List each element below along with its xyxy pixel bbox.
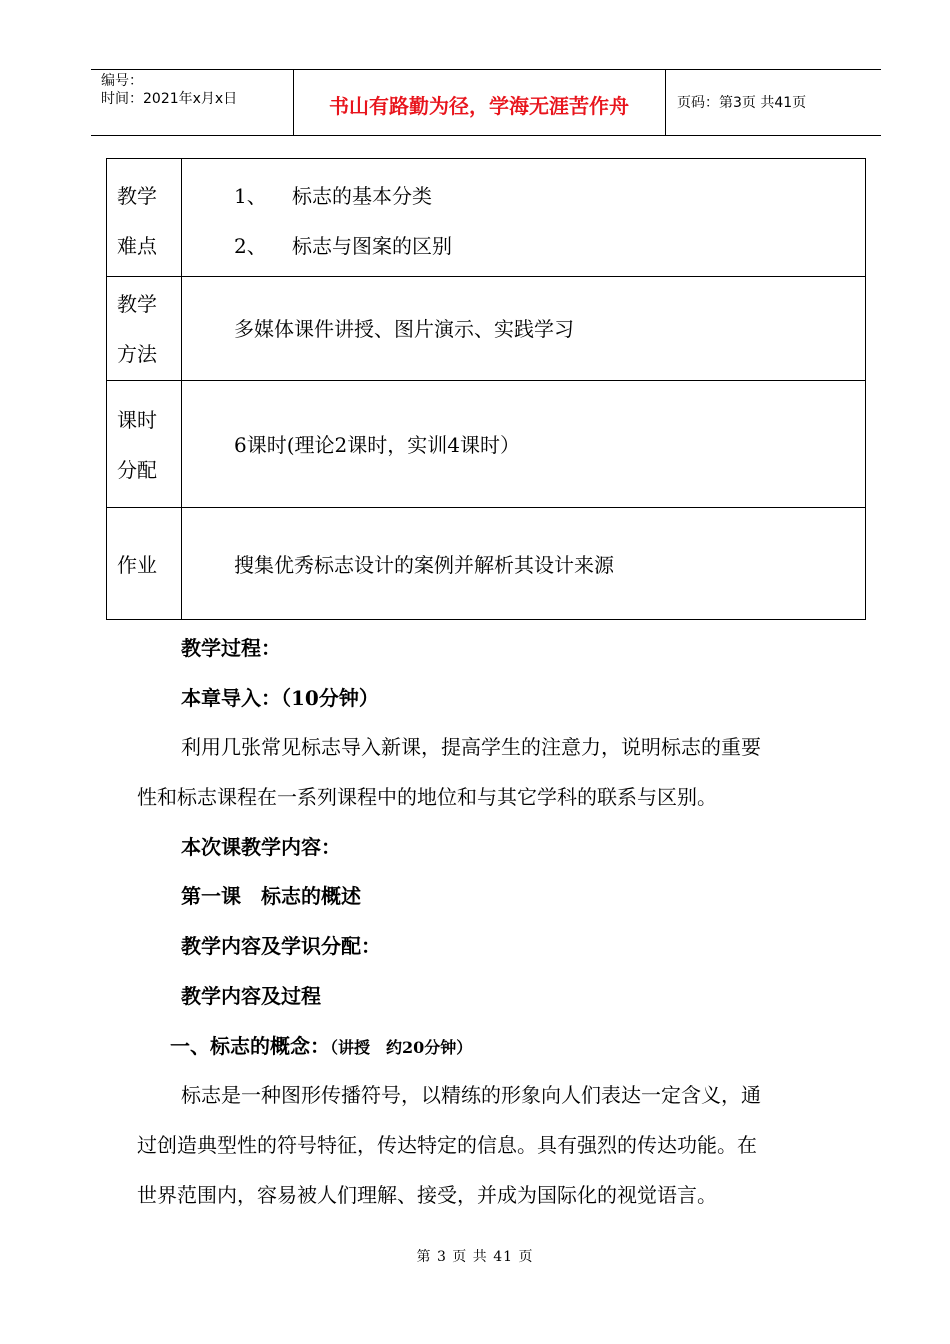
row-label-line: 分配 <box>117 458 157 482</box>
item-text: 标志的基本分类 <box>292 184 432 208</box>
table-row-homework <box>107 508 866 620</box>
lesson-info-table <box>106 158 866 620</box>
row-label-line: 难点 <box>117 234 157 258</box>
row-label-line: 课时 <box>117 408 157 432</box>
lesson-title: 第一课 标志的概述 <box>181 884 361 908</box>
intro-heading: 本章导入：（10分钟） <box>181 686 379 710</box>
definition-paragraph-line: 过创造典型性的符号特征，传达特定的信息。具有强烈的传达功能。在 <box>137 1133 757 1157</box>
row-label <box>107 277 182 381</box>
row-label-line: 方法 <box>117 342 157 366</box>
table-row-difficulty <box>107 159 866 277</box>
definition-paragraph-line: 世界范围内，容易被人们理解、接受，并成为国际化的视觉语言。 <box>137 1183 717 1207</box>
page-footer: 第 3 页 共 41 页 <box>416 1249 534 1265</box>
section-heading <box>170 1034 472 1060</box>
list-item <box>234 221 865 271</box>
process-heading: 教学过程： <box>181 636 281 660</box>
table-row-hours <box>107 381 866 508</box>
item-number: 1、 <box>234 184 267 208</box>
row-value <box>182 159 866 277</box>
row-label: 作业 <box>107 508 182 620</box>
procedure-heading: 教学内容及过程 <box>181 984 321 1008</box>
item-text: 标志与图案的区别 <box>292 234 452 258</box>
allocation-heading: 教学内容及学识分配： <box>181 934 381 958</box>
time-label: 时间：2021年x月x日 <box>101 91 238 107</box>
header-meta <box>101 72 237 108</box>
intro-paragraph-line: 性和标志课程在一系列课程中的地位和与其它学科的联系与区别。 <box>137 785 717 809</box>
definition-paragraph-line: 标志是一种图形传播符号，以精练的形象向人们表达一定含义，通 <box>181 1083 761 1107</box>
row-label <box>107 381 182 508</box>
row-value: 多媒体课件讲授、图片演示、实践学习 <box>182 277 866 381</box>
table-row-method <box>107 277 866 381</box>
row-value: 搜集优秀标志设计的案例并解析其设计来源 <box>182 508 866 620</box>
page-header <box>91 69 881 136</box>
row-label <box>107 159 182 277</box>
header-divider <box>665 70 666 135</box>
serial-label: 编号： <box>101 73 143 89</box>
section-title: 一、标志的概念： <box>170 1034 330 1058</box>
section-note: （讲授 约20分钟） <box>330 1038 473 1057</box>
row-label-line: 教学 <box>117 184 157 208</box>
intro-paragraph-line: 利用几张常见标志导入新课，提高学生的注意力，说明标志的重要 <box>181 735 761 759</box>
list-item <box>234 171 865 221</box>
row-label-line: 教学 <box>117 292 157 316</box>
item-number: 2、 <box>234 234 267 258</box>
header-page-info: 页码：第3页 共41页 <box>677 95 807 111</box>
content-heading: 本次课教学内容： <box>181 835 341 859</box>
row-value: 6课时(理论2课时，实训4课时） <box>182 381 866 508</box>
header-motto: 书山有路勤为径，学海无涯苦作舟 <box>329 94 629 118</box>
